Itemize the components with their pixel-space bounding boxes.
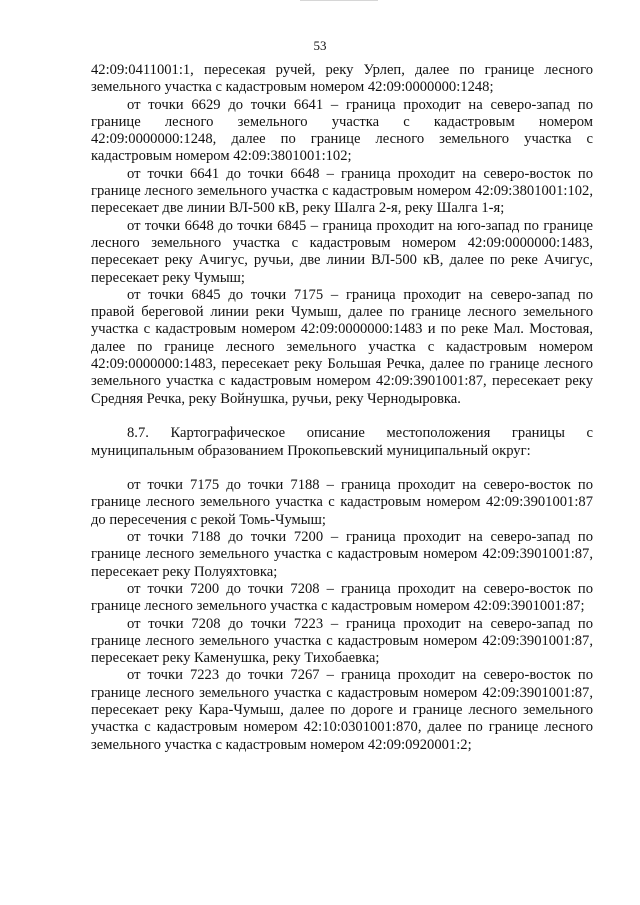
document-body <box>91 62 593 754</box>
section-heading: 8.7. Картографическое описание местоположения границы с муниципальным образованием Прокопьевский муниципальный округ: <box>91 425 593 459</box>
scan-header-mark <box>300 0 378 4</box>
paragraph: от точки 6648 до точки 6845 – граница проходит на юго-запад по границе лесного земельного участка с кадастровым номером 42:09:0000000:1483, пересекает реку Ачигус, ручьи, две линии ВЛ-500 кВ, далее по реке Ачигус, пересекает реку Чумыш; <box>91 217 593 286</box>
paragraph: от точки 7188 до точки 7200 – граница проходит на северо-запад по границе лесного земельного участка с кадастровым номером 42:09:3901001:87, пересекает реку Полуяхтовка; <box>91 529 593 580</box>
paragraph: от точки 7200 до точки 7208 – граница проходит на северо-восток по границе лесного земельного участка с кадастровым номером 42:09:3901001:87; <box>91 580 593 615</box>
page-number: 53 <box>313 38 327 53</box>
spacer <box>91 408 593 425</box>
paragraph: от точки 7208 до точки 7223 – граница проходит на северо-запад по границе лесного земельного участка с кадастровым номером 42:09:3901001:87, пересекает реку Каменушка, реку Тихобаевка; <box>91 615 593 667</box>
paragraph: от точки 6845 до точки 7175 – граница проходит на северо-запад по правой береговой линии реки Чумыш, далее по границе лесного земельного участка с кадастровым номером 42:09:0000000:1483 и по реке Мал. Мостовая, далее по границе лесного земельного участка с кадастровым номером 42:09:0000000:1483, пересекает реку Большая Речка, далее по границе лесного земельного участка с кадастровым номером 42:09:3901001:87, пересекает реку Средняя Речка, реку Войнушка, ручьи, реку Чернодыровка. <box>91 286 593 407</box>
paragraph: от точки 7223 до точки 7267 – граница проходит на северо-восток по границе лесного земельного участка с кадастровым номером 42:09:3901001:87, пересекает реку Кара-Чумыш, далее по дороге и границе лесного земельного участка с кадастровым номером 42:10:0301001:870, далее по границе лесного земельного участка с кадастровым номером 42:09:0920001:2; <box>91 667 593 753</box>
paragraph: от точки 6629 до точки 6641 – граница проходит на северо-запад по границе лесного земельного участка с кадастровым номером 42:09:0000000:1248, далее по границе лесного земельного участка с кадастровым номером 42:09:3801001:102; <box>91 96 593 165</box>
spacer <box>91 460 593 477</box>
paragraph: от точки 6641 до точки 6648 – граница проходит на северо-восток по границе лесного земельного участка с кадастровым номером 42:09:3801001:102, пересекает две линии ВЛ-500 кВ, реку Шалга 2-я, реку Шалга 1-я; <box>91 165 593 217</box>
paragraph: от точки 7175 до точки 7188 – граница проходит на северо-восток по границе лесного земельного участка с кадастровым номером 42:09:3901001:87 до пересечения с рекой Томь-Чумыш; <box>91 477 593 528</box>
paragraph-continuation: 42:09:0411001:1, пересекая ручей, реку Урлеп, далее по границе лесного земельного участка с кадастровым номером 42:09:0000000:1248; <box>91 62 593 96</box>
